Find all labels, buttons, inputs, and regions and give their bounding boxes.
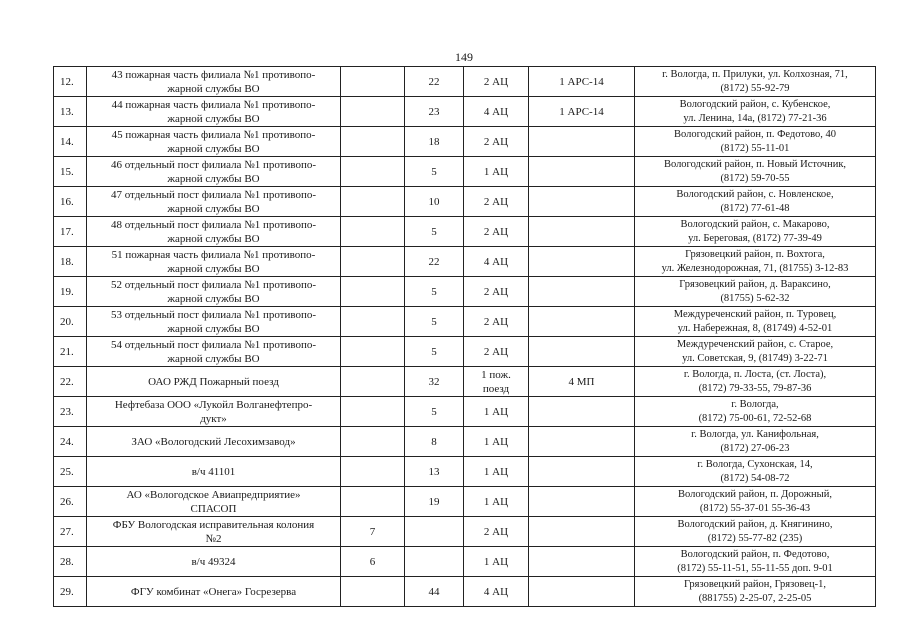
fire-units-table — [53, 66, 876, 607]
extra-equipment — [529, 247, 635, 277]
address-phone: Грязовецкий район, Грязовец-1, (881755) 2-25-07, 2-25-05 — [635, 577, 876, 607]
staff-count: 5 — [405, 397, 464, 427]
address-phone: Вологодский район, с. Макарово, ул. Береговая, (8172) 77-39-49 — [635, 217, 876, 247]
count-cell — [341, 427, 405, 457]
count-cell — [341, 247, 405, 277]
table-row — [54, 517, 876, 547]
unit-name: ФГУ комбинат «Онега» Госрезерва — [87, 577, 341, 607]
staff-count: 23 — [405, 97, 464, 127]
unit-name: 52 отдельный пост филиала №1 противопо- жарной службы ВО — [87, 277, 341, 307]
extra-equipment — [529, 157, 635, 187]
table-row — [54, 157, 876, 187]
table-body — [54, 67, 876, 607]
extra-equipment — [529, 487, 635, 517]
extra-equipment — [529, 337, 635, 367]
fire-tanker-count: 4 АЦ — [464, 97, 529, 127]
table-row — [54, 487, 876, 517]
unit-name: Нефтебаза ООО «Лукойл Волганефтепро- дукт» — [87, 397, 341, 427]
count-cell — [341, 67, 405, 97]
unit-name: ЗАО «Вологодский Лесохимзавод» — [87, 427, 341, 457]
address-phone: Вологодский район, с. Новленское, (8172) 77-61-48 — [635, 187, 876, 217]
staff-count: 19 — [405, 487, 464, 517]
count-cell: 6 — [341, 547, 405, 577]
page-number: 149 — [455, 50, 473, 64]
fire-tanker-count: 2 АЦ — [464, 217, 529, 247]
count-cell — [341, 577, 405, 607]
row-number: 12. — [54, 67, 87, 97]
unit-name: 43 пожарная часть филиала №1 противопо- жарной службы ВО — [87, 67, 341, 97]
count-cell — [341, 187, 405, 217]
address-phone: Вологодский район, п. Федотово, 40 (8172) 55-11-01 — [635, 127, 876, 157]
staff-count: 5 — [405, 337, 464, 367]
table-row — [54, 127, 876, 157]
address-phone: Вологодский район, п. Дорожный, (8172) 55-37-01 55-36-43 — [635, 487, 876, 517]
unit-name: 51 пожарная часть филиала №1 противопо- жарной службы ВО — [87, 247, 341, 277]
table-row — [54, 307, 876, 337]
row-number: 25. — [54, 457, 87, 487]
address-phone: Вологодский район, д. Княгинино, (8172) 55-77-82 (235) — [635, 517, 876, 547]
extra-equipment: 1 АРС-14 — [529, 97, 635, 127]
address-phone: Вологодский район, п. Федотово, (8172) 55-11-51, 55-11-55 доп. 9-01 — [635, 547, 876, 577]
row-number: 26. — [54, 487, 87, 517]
fire-tanker-count: 1 АЦ — [464, 547, 529, 577]
row-number: 28. — [54, 547, 87, 577]
table-row — [54, 217, 876, 247]
count-cell — [341, 127, 405, 157]
address-phone: г. Вологда, (8172) 75-00-61, 72-52-68 — [635, 397, 876, 427]
count-cell — [341, 397, 405, 427]
count-cell — [341, 97, 405, 127]
staff-count: 5 — [405, 217, 464, 247]
unit-name: 45 пожарная часть филиала №1 противопо- жарной службы ВО — [87, 127, 341, 157]
fire-tanker-count: 1 АЦ — [464, 487, 529, 517]
address-phone: Междуреченский район, с. Старое, ул. Советская, 9, (81749) 3-22-71 — [635, 337, 876, 367]
fire-tanker-count: 4 АЦ — [464, 577, 529, 607]
count-cell — [341, 217, 405, 247]
table-row — [54, 97, 876, 127]
fire-tanker-count: 2 АЦ — [464, 67, 529, 97]
row-number: 27. — [54, 517, 87, 547]
extra-equipment — [529, 277, 635, 307]
address-phone: г. Вологда, п. Лоста, (ст. Лоста), (8172) 79-33-55, 79-87-36 — [635, 367, 876, 397]
staff-count: 5 — [405, 157, 464, 187]
fire-tanker-count: 1 АЦ — [464, 397, 529, 427]
extra-equipment — [529, 577, 635, 607]
row-number: 14. — [54, 127, 87, 157]
unit-name: 53 отдельный пост филиала №1 противопо- жарной службы ВО — [87, 307, 341, 337]
count-cell — [341, 157, 405, 187]
count-cell: 7 — [341, 517, 405, 547]
address-phone: г. Вологда, ул. Канифольная, (8172) 27-06-23 — [635, 427, 876, 457]
extra-equipment — [529, 517, 635, 547]
address-phone: Грязовецкий район, д. Вараксино, (81755) 5-62-32 — [635, 277, 876, 307]
fire-tanker-count: 1 пож. поезд — [464, 367, 529, 397]
unit-name: 46 отдельный пост филиала №1 противопо- жарной службы ВО — [87, 157, 341, 187]
fire-tanker-count: 1 АЦ — [464, 457, 529, 487]
staff-count: 5 — [405, 307, 464, 337]
row-number: 29. — [54, 577, 87, 607]
staff-count: 22 — [405, 67, 464, 97]
count-cell — [341, 337, 405, 367]
row-number: 21. — [54, 337, 87, 367]
fire-tanker-count: 4 АЦ — [464, 247, 529, 277]
extra-equipment — [529, 127, 635, 157]
extra-equipment: 1 АРС-14 — [529, 67, 635, 97]
fire-tanker-count: 2 АЦ — [464, 277, 529, 307]
count-cell — [341, 487, 405, 517]
unit-name: в/ч 41101 — [87, 457, 341, 487]
table-row — [54, 247, 876, 277]
row-number: 24. — [54, 427, 87, 457]
staff-count: 10 — [405, 187, 464, 217]
fire-tanker-count: 1 АЦ — [464, 157, 529, 187]
fire-tanker-count: 2 АЦ — [464, 127, 529, 157]
table-row — [54, 277, 876, 307]
unit-name: ФБУ Вологодская исправительная колония №2 — [87, 517, 341, 547]
table-row — [54, 547, 876, 577]
table-row — [54, 577, 876, 607]
table-row — [54, 397, 876, 427]
count-cell — [341, 307, 405, 337]
staff-count: 18 — [405, 127, 464, 157]
staff-count: 44 — [405, 577, 464, 607]
extra-equipment: 4 МП — [529, 367, 635, 397]
unit-name: 44 пожарная часть филиала №1 противопо- жарной службы ВО — [87, 97, 341, 127]
row-number: 23. — [54, 397, 87, 427]
unit-name: 54 отдельный пост филиала №1 противопо- жарной службы ВО — [87, 337, 341, 367]
row-number: 15. — [54, 157, 87, 187]
row-number: 20. — [54, 307, 87, 337]
row-number: 16. — [54, 187, 87, 217]
extra-equipment — [529, 427, 635, 457]
address-phone: Грязовецкий район, п. Вохтога, ул. Железнодорожная, 71, (81755) 3-12-83 — [635, 247, 876, 277]
row-number: 18. — [54, 247, 87, 277]
extra-equipment — [529, 217, 635, 247]
fire-tanker-count: 2 АЦ — [464, 337, 529, 367]
count-cell — [341, 457, 405, 487]
table-row — [54, 187, 876, 217]
count-cell — [341, 367, 405, 397]
table-row — [54, 67, 876, 97]
row-number: 13. — [54, 97, 87, 127]
staff-count: 32 — [405, 367, 464, 397]
table-row — [54, 427, 876, 457]
address-phone: Вологодский район, с. Кубенское, ул. Ленина, 14а, (8172) 77-21-36 — [635, 97, 876, 127]
unit-name: в/ч 49324 — [87, 547, 341, 577]
fire-tanker-count: 1 АЦ — [464, 427, 529, 457]
row-number: 22. — [54, 367, 87, 397]
staff-count: 22 — [405, 247, 464, 277]
unit-name: 48 отдельный пост филиала №1 противопо- жарной службы ВО — [87, 217, 341, 247]
staff-count: 5 — [405, 277, 464, 307]
unit-name: ОАО РЖД Пожарный поезд — [87, 367, 341, 397]
unit-name: 47 отдельный пост филиала №1 противопо- жарной службы ВО — [87, 187, 341, 217]
address-phone: Междуреченский район, п. Туровец, ул. Набережная, 8, (81749) 4-52-01 — [635, 307, 876, 337]
table-row — [54, 337, 876, 367]
extra-equipment — [529, 457, 635, 487]
extra-equipment — [529, 307, 635, 337]
table-row — [54, 457, 876, 487]
fire-tanker-count: 2 АЦ — [464, 307, 529, 337]
extra-equipment — [529, 547, 635, 577]
row-number: 19. — [54, 277, 87, 307]
staff-count — [405, 517, 464, 547]
extra-equipment — [529, 397, 635, 427]
address-phone: Вологодский район, п. Новый Источник, (8172) 59-70-55 — [635, 157, 876, 187]
row-number: 17. — [54, 217, 87, 247]
fire-tanker-count: 2 АЦ — [464, 517, 529, 547]
staff-count: 13 — [405, 457, 464, 487]
extra-equipment — [529, 187, 635, 217]
address-phone: г. Вологда, п. Прилуки, ул. Колхозная, 71, (8172) 55-92-79 — [635, 67, 876, 97]
staff-count — [405, 547, 464, 577]
table-row — [54, 367, 876, 397]
staff-count: 8 — [405, 427, 464, 457]
count-cell — [341, 277, 405, 307]
unit-name: АО «Вологодское Авиапредприятие» СПАСОП — [87, 487, 341, 517]
fire-tanker-count: 2 АЦ — [464, 187, 529, 217]
address-phone: г. Вологда, Сухонская, 14, (8172) 54-08-72 — [635, 457, 876, 487]
